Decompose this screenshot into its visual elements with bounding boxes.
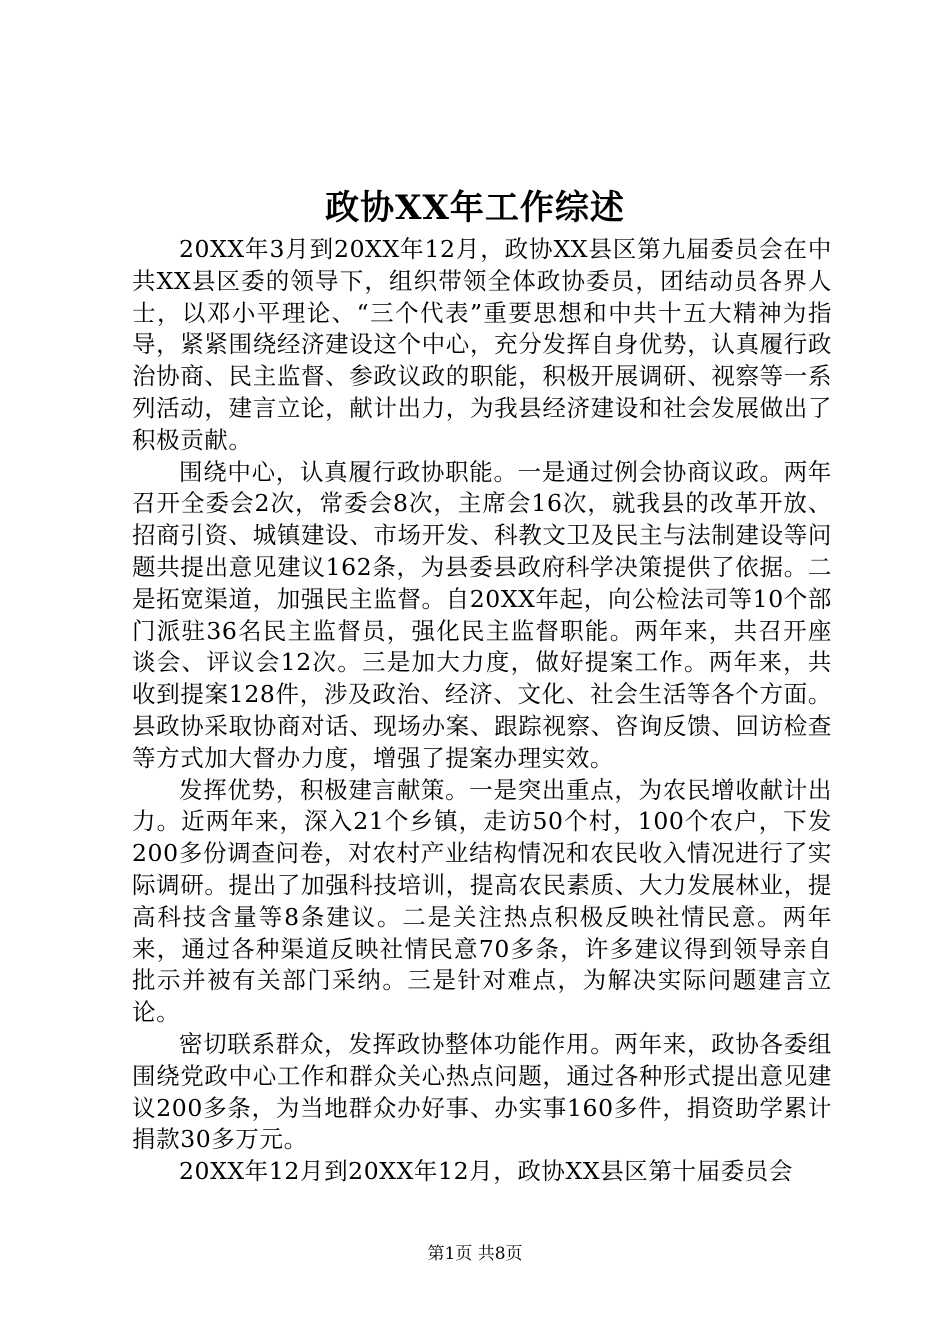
paragraph-tenth-committee: 20XX年12月到20XX年12月，政协XX县区第十届委员会 — [179, 1157, 793, 1186]
paragraph-intro: 20XX年3月到20XX年12月，政协XX县区第九届委员会在中共XX县区委的领导下，组织带领全体政协委员，团结动员各界人士，以邓小平理论、“三个代表”重要思想和中共十五大精神为指导，紧紧围绕经济建设这个中心，充分发挥自身优势，认真履行政治协商、民主监督、参政议政的职能，积极开展调研、视察等一系列活动，建言立论，献计出力，为我县经济建设和社会发展做出了积极贡献。 — [132, 235, 832, 454]
paragraph-duties: 围绕中心，认真履行政协职能。一是通过例会协商议政。两年召开全委会2次，常委会8次，主席会16次，就我县的改革开放、招商引资、城镇建设、市场开发、科教文卫及民主与法制建设等问题共提出意见建议162条，为县委县政府科学决策提供了依据。二是拓宽渠道，加强民主监督。自20XX年起，向公检法司等10个部门派驻36名民主监督员，强化民主监督职能。两年来，共召开座谈会、评议会12次。三是加大力度，做好提案工作。两年来，共收到提案128件，涉及政治、经济、文化、社会生活等各个方面。县政协采取协商对话、现场办案、跟踪视察、咨询反馈、回访检查等方式加大督办力度，增强了提案办理实效。 — [132, 457, 832, 772]
document-body — [132, 234, 832, 1188]
page-number-footer: 第1页 共8页 — [427, 1244, 523, 1264]
paragraph-advice: 发挥优势，积极建言献策。一是突出重点，为农民增收献计出力。近两年来，深入21个乡镇，走访50个村，100个农户，下发200多份调查问卷，对农村产业结构情况和农民收入情况进行了实际调研。提出了加强科技培训，提高农民素质、大力发展林业，提高科技含量等8条建议。二是关注热点积极反映社情民意。两年来，通过各种渠道反映社情民意70多条，许多建议得到领导亲自批示并被有关部门采纳。三是针对难点，为解决实际问题建言立论。 — [132, 775, 832, 1027]
paragraph-masses: 密切联系群众，发挥政协整体功能作用。两年来，政协各委组围绕党政中心工作和群众关心热点问题，通过各种形式提出意见建议200多条，为当地群众办好事、办实事160多件，捐资助学累计捐款30多万元。 — [132, 1029, 832, 1154]
document-title: 政协XX年工作综述 — [325, 188, 625, 228]
